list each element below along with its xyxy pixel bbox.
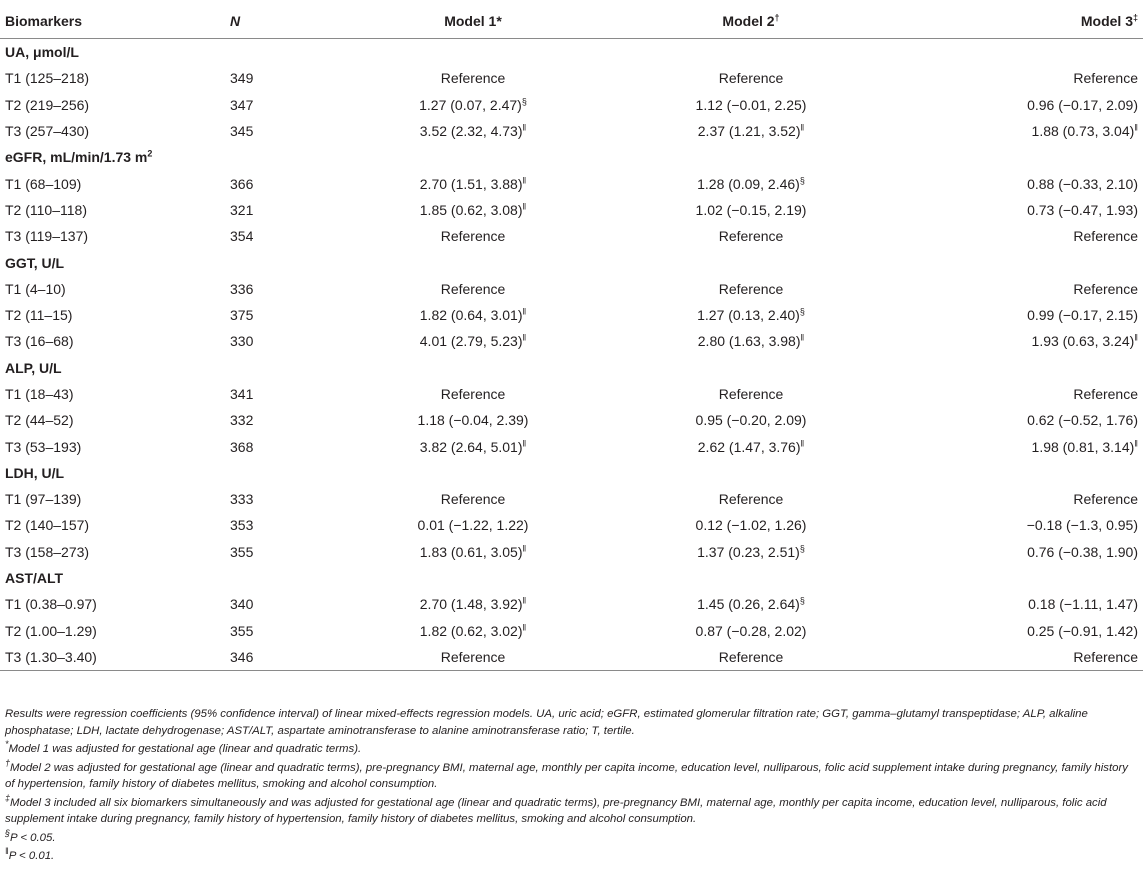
- model-1-value: [324, 328, 602, 354]
- tertile-label: T3 (16–68): [5, 333, 74, 350]
- footnote: [5, 827, 1138, 847]
- model-1-significance-mark: ‖: [522, 174, 527, 185]
- table-row: [0, 512, 1143, 538]
- model-3-value: [900, 302, 1143, 328]
- model-1-estimate: Reference: [440, 228, 506, 245]
- model-1-value: [324, 170, 602, 196]
- model-2-estimate: 0.12 (−1.02, 1.26): [695, 517, 807, 534]
- model-2-significance-mark: ‖: [800, 437, 805, 448]
- section-header-row: [0, 460, 1143, 486]
- model-3-value: [900, 381, 1143, 407]
- section-header-row: [0, 565, 1143, 591]
- header-model-1-mark: *: [496, 13, 502, 29]
- model-1-estimate: 1.27 (0.07, 2.47): [419, 96, 522, 113]
- model-2-estimate: Reference: [718, 228, 784, 245]
- tertile-label: T1 (125–218): [5, 70, 90, 87]
- model-2-estimate: Reference: [718, 648, 784, 665]
- model-2-value: [602, 197, 900, 223]
- section-header-row: [0, 39, 1143, 66]
- model-1-significance-mark: ‖: [522, 622, 527, 633]
- sample-size: 355: [230, 543, 254, 560]
- footnote-text: Results were regression coefficients (95% confidence interval) of linear mixed-effects regression models. UA, uric acid; eGFR, estimated glomerular filtration rate; GGT, gamma–glutamyl transpeptidase; ALP, alkaline phosphatase; LDH, lactate dehydrogenase; AST/ALT, aspartate aminotransferase to alanine aminotransferase ratio; T, tertile.: [5, 708, 1088, 737]
- model-2-significance-mark: §: [799, 595, 805, 606]
- model-3-value: [900, 486, 1143, 512]
- model-3-value: [900, 328, 1143, 354]
- model-2-value: [602, 644, 900, 671]
- header-biomarkers-label: Biomarkers: [5, 13, 83, 29]
- footnote: [5, 792, 1138, 828]
- model-1-value: [324, 197, 602, 223]
- sample-size: 333: [230, 491, 254, 508]
- model-1-value: [324, 433, 602, 459]
- model-1-value: [324, 407, 602, 433]
- model-1-significance-mark: ‖: [522, 306, 527, 317]
- model-3-value: [900, 539, 1143, 565]
- tertile-label: T1 (18–43): [5, 386, 74, 402]
- table-row: [0, 618, 1143, 644]
- model-3-estimate: Reference: [1073, 228, 1138, 245]
- table-row: [0, 197, 1143, 223]
- section-title: [0, 565, 1143, 591]
- model-2-estimate: 1.12 (−0.01, 2.25): [695, 96, 807, 113]
- model-1-estimate: 1.82 (0.62, 3.02): [419, 622, 523, 639]
- model-1-significance-mark: §: [521, 96, 527, 107]
- model-2-estimate: Reference: [718, 491, 784, 508]
- footnote-text: Model 1 was adjusted for gestational age (linear and quadratic terms).: [8, 743, 362, 755]
- model-3-estimate: 0.18 (−1.11, 1.47): [1028, 596, 1138, 613]
- table-row: [0, 644, 1143, 671]
- tertile-label: T3 (53–193): [5, 438, 82, 455]
- model-2-value: [602, 223, 900, 249]
- header-model-2-mark: †: [774, 12, 780, 23]
- tertile-label: T2 (11–15): [5, 307, 73, 324]
- section-title-text: UA, μmol/L: [5, 44, 79, 61]
- model-1-significance-mark: ‖: [522, 332, 527, 343]
- sample-size: 366: [230, 175, 254, 192]
- tertile-label: T1 (97–139): [5, 491, 82, 508]
- model-2-estimate: Reference: [718, 280, 784, 297]
- header-model-3-label: Model 3: [1080, 13, 1133, 29]
- sample-size: 346: [230, 644, 324, 671]
- header-model-3: [900, 4, 1143, 39]
- tertile-label: T1 (68–109): [5, 175, 82, 192]
- model-3-significance-mark: ‖: [1134, 332, 1138, 343]
- sample-size: 332: [230, 412, 254, 429]
- section-title: [0, 460, 1143, 486]
- model-1-value: [324, 618, 602, 644]
- model-3-estimate: 0.76 (−0.38, 1.90): [1027, 543, 1138, 560]
- table-row: [0, 486, 1143, 512]
- model-2-estimate: Reference: [718, 70, 784, 87]
- table-row: [0, 381, 1143, 407]
- sample-size: 330: [230, 333, 254, 350]
- model-1-estimate: 0.01 (−1.22, 1.22): [417, 517, 529, 534]
- model-2-estimate: 1.28 (0.09, 2.46): [697, 175, 800, 192]
- model-1-value: [324, 302, 602, 328]
- tertile-label: T3 (257–430): [5, 123, 90, 140]
- model-1-value: [324, 591, 602, 617]
- footnote-mark: §: [5, 827, 11, 838]
- model-3-estimate: 1.88 (0.73, 3.04): [1031, 123, 1135, 140]
- model-2-estimate: Reference: [718, 386, 784, 402]
- model-2-estimate: 1.02 (−0.15, 2.19): [695, 201, 807, 218]
- tertile-label: T2 (44–52): [5, 412, 74, 429]
- model-1-value: [324, 65, 602, 91]
- footnote-text: P < 0.01.: [8, 850, 55, 862]
- model-1-significance-mark: ‖: [522, 437, 527, 448]
- tertile-label: T2 (110–118): [5, 201, 87, 218]
- sample-size: 375: [230, 307, 254, 324]
- model-2-value: [602, 486, 900, 512]
- model-2-significance-mark: §: [799, 174, 805, 185]
- section-title: [0, 39, 1143, 66]
- footnote: [5, 848, 1138, 865]
- section-title-superscript: 2: [147, 148, 153, 159]
- header-biomarkers: [0, 4, 230, 39]
- model-3-value: [900, 118, 1143, 144]
- sample-size: 353: [230, 517, 254, 534]
- tertile-label: T2 (219–256): [5, 96, 90, 113]
- model-3-estimate: 0.73 (−0.47, 1.93): [1027, 201, 1138, 218]
- model-1-significance-mark: ‖: [522, 122, 527, 133]
- model-2-estimate: 0.95 (−0.20, 2.09): [695, 412, 807, 429]
- model-2-estimate: 1.27 (0.13, 2.40): [697, 307, 800, 324]
- model-2-value: [602, 618, 900, 644]
- table-row: [0, 302, 1143, 328]
- model-3-value: [900, 512, 1143, 538]
- tertile-label: T2 (140–157): [5, 517, 90, 534]
- table-row: [0, 92, 1143, 118]
- model-3-value: [900, 276, 1143, 302]
- model-2-value: [602, 433, 900, 459]
- table-header: [0, 4, 1143, 39]
- footnote-text: Model 3 included all six biomarkers simultaneously and was adjusted for gestational age (linear and quadratic terms), pre-pregnancy BMI, maternal age, monthly per capita income, education level, nulliparous, folic acid supplement intake during pregnancy, family history of hypertension, family history of diabetes mellitus, smoking and alcohol consumption.: [5, 796, 1107, 825]
- model-1-value: [324, 276, 602, 302]
- section-header-row: [0, 249, 1143, 275]
- model-2-estimate: 1.45 (0.26, 2.64): [697, 596, 800, 613]
- header-n: [230, 4, 324, 39]
- model-3-estimate: Reference: [1073, 280, 1138, 297]
- model-3-estimate: 0.88 (−0.33, 2.10): [1027, 175, 1138, 192]
- model-2-estimate: 2.80 (1.63, 3.98): [697, 333, 801, 350]
- model-3-value: [900, 197, 1143, 223]
- model-2-value: [602, 591, 900, 617]
- footnote: [5, 741, 1138, 758]
- table-body: [0, 39, 1143, 671]
- model-2-estimate: 2.62 (1.47, 3.76): [697, 438, 801, 455]
- model-3-significance-mark: ‖: [1134, 122, 1138, 133]
- model-1-value: [324, 118, 602, 144]
- section-title-text: GGT, U/L: [5, 254, 65, 271]
- header-model-2-label: Model 2: [722, 13, 775, 29]
- table-row: [0, 223, 1143, 249]
- header-model-1-label: Model 1: [444, 13, 497, 29]
- model-1-estimate: 1.83 (0.61, 3.05): [419, 543, 523, 560]
- model-1-estimate: Reference: [440, 280, 506, 297]
- model-3-value: [900, 591, 1143, 617]
- table-row: [0, 65, 1143, 91]
- model-1-estimate: 4.01 (2.79, 5.23): [419, 333, 523, 350]
- tertile-label: T3 (158–273): [5, 543, 90, 560]
- model-2-value: [602, 302, 900, 328]
- section-header-row: [0, 355, 1143, 381]
- table-row: [0, 433, 1143, 459]
- model-1-estimate: 3.52 (2.32, 4.73): [419, 123, 523, 140]
- footnote-mark: †: [5, 757, 11, 768]
- tertile-label: T3 (1.30–3.40): [0, 644, 230, 671]
- model-1-significance-mark: ‖: [522, 201, 527, 212]
- model-3-value: [900, 618, 1143, 644]
- model-2-estimate: 0.87 (−0.28, 2.02): [695, 622, 807, 639]
- model-3-value: [900, 170, 1143, 196]
- model-1-estimate: 1.18 (−0.04, 2.39): [417, 412, 529, 429]
- model-1-estimate: 3.82 (2.64, 5.01): [419, 438, 523, 455]
- section-title: [0, 144, 1143, 170]
- sample-size: 341: [230, 386, 254, 402]
- sample-size: 336: [230, 280, 254, 297]
- model-1-estimate: 1.82 (0.64, 3.01): [419, 307, 523, 324]
- model-1-estimate: Reference: [440, 491, 506, 508]
- tertile-label: T1 (4–10): [5, 280, 66, 297]
- model-2-estimate: 1.37 (0.23, 2.51): [697, 543, 800, 560]
- sample-size: 368: [230, 438, 254, 455]
- model-3-estimate: −0.18 (−1.3, 0.95): [1026, 517, 1138, 534]
- model-2-value: [602, 65, 900, 91]
- model-3-estimate: 0.25 (−0.91, 1.42): [1027, 622, 1138, 639]
- footnote: [5, 706, 1138, 739]
- model-2-significance-mark: §: [799, 543, 805, 554]
- header-n-label: N: [230, 13, 241, 29]
- footnote-mark: ‖: [5, 846, 9, 857]
- footnote: [5, 757, 1138, 793]
- model-1-estimate: 2.70 (1.51, 3.88): [419, 175, 523, 192]
- header-model-2: [602, 4, 900, 39]
- model-1-value: [324, 92, 602, 118]
- model-3-estimate: Reference: [1073, 70, 1138, 87]
- model-3-estimate: 0.96 (−0.17, 2.09): [1027, 96, 1138, 113]
- sample-size: 354: [230, 228, 254, 245]
- model-3-estimate: Reference: [1073, 386, 1138, 402]
- model-2-value: [602, 92, 900, 118]
- section-title-text: AST/ALT: [5, 570, 64, 587]
- model-1-estimate: Reference: [440, 648, 506, 665]
- sample-size: 321: [230, 201, 254, 218]
- sample-size: 345: [230, 123, 254, 140]
- section-title-text: LDH, U/L: [5, 464, 65, 481]
- model-1-value: [324, 539, 602, 565]
- model-1-value: [324, 486, 602, 512]
- model-3-significance-mark: ‖: [1134, 437, 1138, 448]
- footnote-mark: ‡: [5, 792, 11, 803]
- model-3-estimate: Reference: [1073, 491, 1138, 508]
- model-3-value: [900, 65, 1143, 91]
- sample-size: 349: [230, 70, 254, 87]
- model-2-value: [602, 381, 900, 407]
- model-2-value: [602, 512, 900, 538]
- model-1-value: [324, 512, 602, 538]
- model-1-estimate: 1.85 (0.62, 3.08): [419, 201, 523, 218]
- sample-size: 340: [230, 596, 254, 613]
- model-3-value: [900, 92, 1143, 118]
- model-3-value: [900, 644, 1143, 671]
- section-header-row: [0, 144, 1143, 170]
- section-title-text: eGFR, mL/min/1.73 m: [5, 149, 148, 166]
- model-1-significance-mark: ‖: [522, 543, 527, 554]
- model-2-significance-mark: ‖: [800, 122, 805, 133]
- table-row: [0, 539, 1143, 565]
- results-table: [0, 4, 1143, 671]
- table-row: [0, 276, 1143, 302]
- model-2-significance-mark: ‖: [800, 332, 805, 343]
- tertile-label: T1 (0.38–0.97): [5, 596, 97, 613]
- header-row: [0, 4, 1143, 39]
- model-3-estimate: 0.62 (−0.52, 1.76): [1027, 412, 1138, 429]
- section-title: [0, 249, 1143, 275]
- table-row: [0, 407, 1143, 433]
- model-1-value: [324, 381, 602, 407]
- model-2-significance-mark: §: [799, 306, 805, 317]
- model-2-value: [602, 276, 900, 302]
- model-2-value: [602, 118, 900, 144]
- model-1-estimate: 2.70 (1.48, 3.92): [419, 596, 523, 613]
- model-3-value: [900, 223, 1143, 249]
- model-3-value: [900, 433, 1143, 459]
- model-1-estimate: Reference: [440, 70, 506, 87]
- table-row: [0, 328, 1143, 354]
- header-model-3-mark: ‡: [1132, 12, 1138, 23]
- model-3-estimate: 0.99 (−0.17, 2.15): [1027, 307, 1138, 324]
- header-model-1: [324, 4, 602, 39]
- model-2-value: [602, 170, 900, 196]
- model-1-value: [324, 644, 602, 671]
- sample-size: 347: [230, 96, 254, 113]
- table-row: [0, 118, 1143, 144]
- table-row: [0, 591, 1143, 617]
- tertile-label: T3 (119–137): [5, 228, 89, 245]
- table-row: [0, 170, 1143, 196]
- table-footnotes: [5, 706, 1138, 867]
- model-1-estimate: Reference: [440, 386, 506, 402]
- section-title: [0, 355, 1143, 381]
- model-2-value: [602, 407, 900, 433]
- footnote-mark: *: [5, 739, 9, 750]
- model-3-estimate: 1.93 (0.63, 3.24): [1031, 333, 1135, 350]
- model-2-estimate: 2.37 (1.21, 3.52): [697, 123, 801, 140]
- tertile-label: T2 (1.00–1.29): [5, 622, 97, 639]
- footnote-text: P < 0.05.: [10, 831, 56, 844]
- model-2-value: [602, 539, 900, 565]
- model-3-estimate: 1.98 (0.81, 3.14): [1031, 438, 1135, 455]
- model-1-value: [324, 223, 602, 249]
- sample-size: 355: [230, 622, 254, 639]
- model-2-value: [602, 328, 900, 354]
- model-3-value: [900, 407, 1143, 433]
- model-3-estimate: Reference: [1073, 648, 1138, 665]
- footnote-text: Model 2 was adjusted for gestational age (linear and quadratic terms), pre-pregnancy BMI, maternal age, monthly per capita income, education level, nulliparous, folic acid supplement intake during pregnancy, family history of hypertension, family history of diabetes mellitus, smoking and alcohol consumption.: [5, 761, 1128, 790]
- section-title-text: ALP, U/L: [5, 359, 62, 376]
- model-1-significance-mark: ‖: [522, 595, 527, 606]
